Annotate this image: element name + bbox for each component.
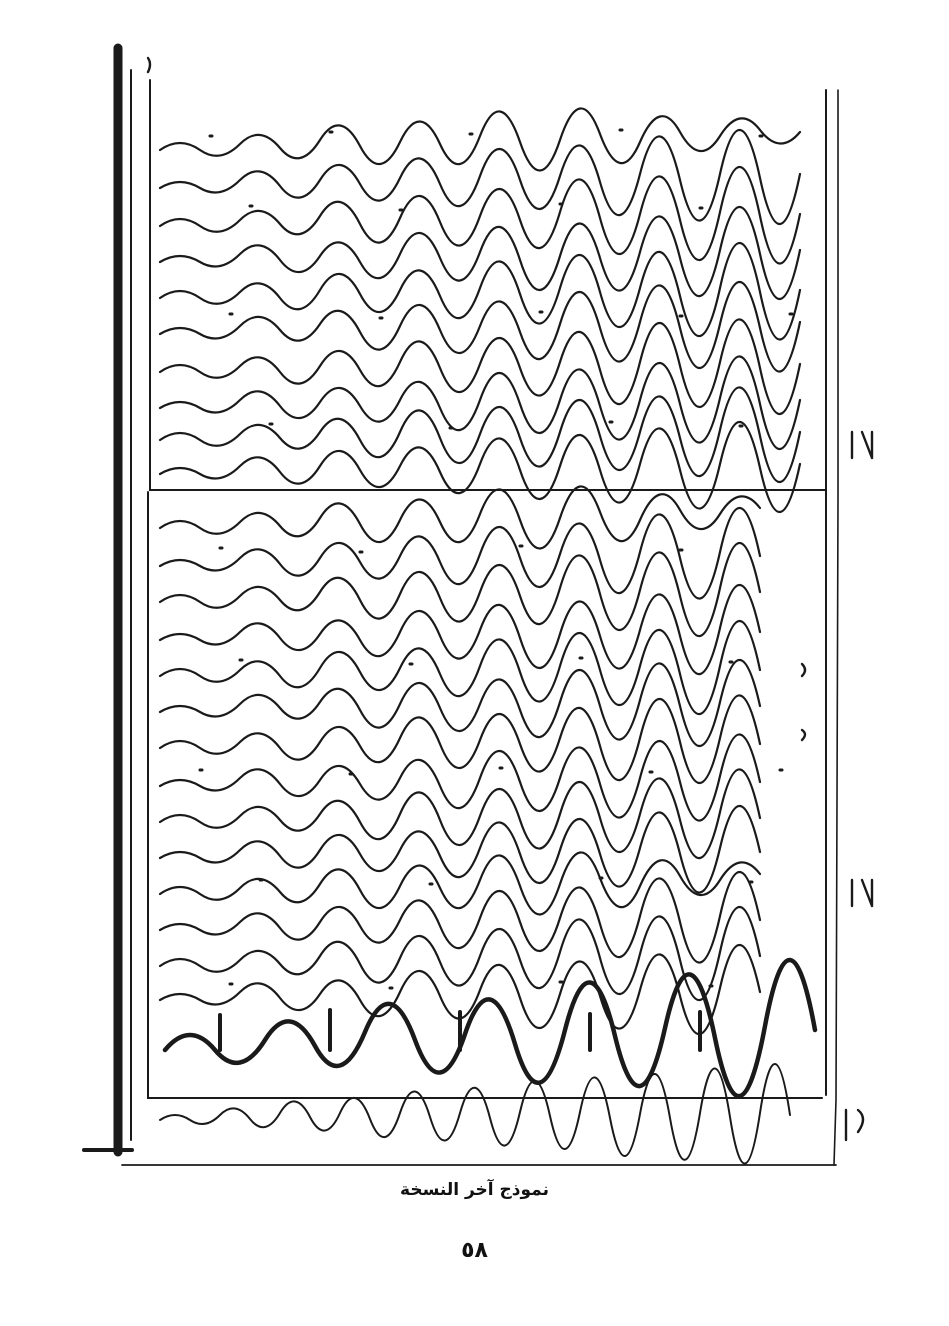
margin-annotations [148, 58, 872, 1140]
right-margin-line-outer [834, 90, 838, 1165]
caption-title: نموذج آخر النسخة [400, 1180, 549, 1200]
signature-strokes [220, 1010, 700, 1050]
upper-handwriting [160, 108, 800, 512]
signature-line [165, 960, 815, 1096]
lower-handwriting-dots [200, 546, 782, 988]
footer-note [160, 1064, 790, 1164]
lower-handwriting [160, 486, 760, 1034]
page-number: ٥٨ [461, 1238, 488, 1263]
